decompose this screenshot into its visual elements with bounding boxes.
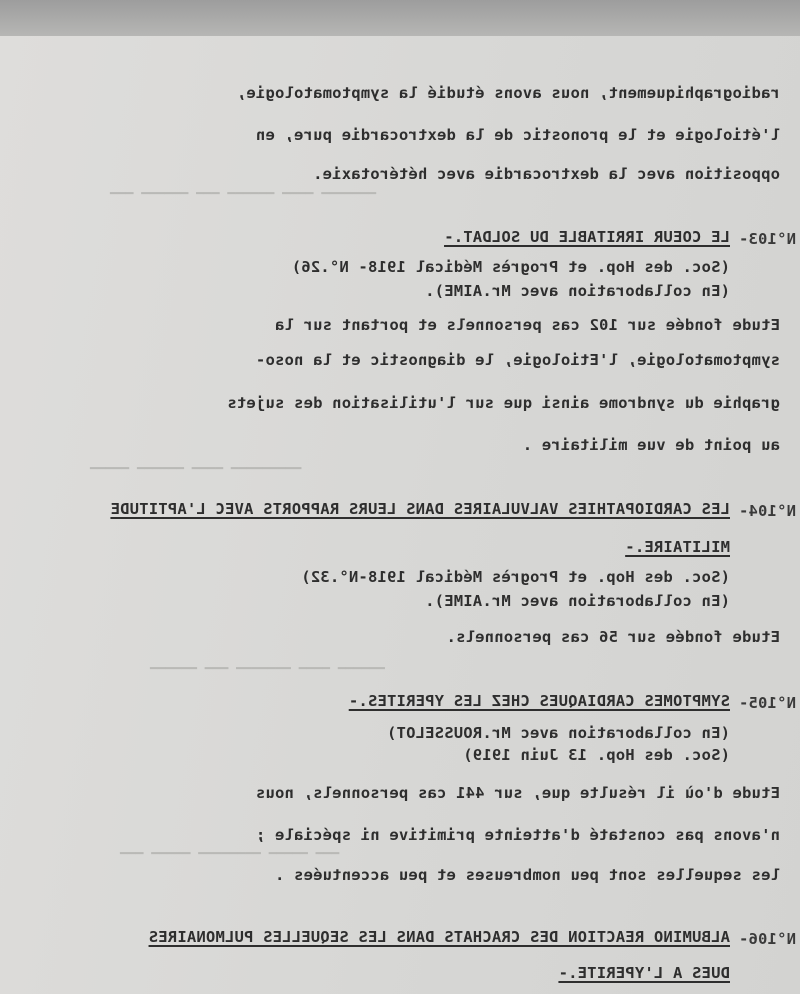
citation-line: (Soc. des Hop. et Progrès Médical 1918-N°.32) xyxy=(301,568,730,586)
entry-number-103 xyxy=(739,230,796,248)
entry-number-104 xyxy=(739,502,796,520)
bleed-through-texture: ▁▁▁▁▁ ▁▁▁▁▁▁ ▁▁▁▁ ▁▁▁▁▁▁▁▁▁ xyxy=(90,455,302,470)
entry-number-105 xyxy=(739,694,796,712)
entry-title: LE COEUR IRRITABLE DU SOLDAT.- xyxy=(444,228,730,246)
entry-number: 105- xyxy=(738,694,777,712)
margin-marker: N° xyxy=(776,694,796,712)
citation-line: (En collaboration avec Mr.ROUSSELOT) xyxy=(386,724,730,742)
margin-marker: N° xyxy=(776,230,796,248)
margin-marker: N° xyxy=(776,930,796,948)
body-line: les sequelles sont peu nombreuses et peu accentuées . xyxy=(274,866,780,884)
entry-number: 103- xyxy=(738,230,777,248)
body-line: n'avons pas constaté d'atteinte primitive ni spéciale ; xyxy=(255,826,780,844)
body-line: graphie du syndrome ainsi que sur l'utilisation des sujets xyxy=(227,394,780,412)
body-line: radiographiquement, nous avons étudié la symptomatologie, xyxy=(236,84,780,102)
body-line: Etude fondée sur 102 cas personnels et portant sur la xyxy=(274,316,780,334)
entry-title: ALBUMINO REACTION DES CRACHATS DANS LES SEQUELLES PULMONAIRES xyxy=(148,928,730,946)
entry-number: 106- xyxy=(738,930,777,948)
entry-title: MILITAIRE.- xyxy=(625,538,730,556)
body-line: opposition avec la dextrocardie avec hétérotaxie. xyxy=(312,165,780,183)
bleed-through-texture: ▁▁▁ ▁▁▁▁▁▁ ▁▁▁ ▁▁▁▁▁▁ ▁▁▁▁ ▁▁▁▁▁▁▁ xyxy=(110,180,377,195)
bleed-through-texture: ▁▁▁▁▁▁ ▁▁▁ ▁▁▁▁▁▁▁ ▁▁▁▁ ▁▁▁▁▁▁ xyxy=(150,655,385,670)
margin-marker: N° xyxy=(776,502,796,520)
entry-number: 104- xyxy=(738,502,777,520)
body-line: l'étiologie et le pronostic de la dextrocardie pure, en xyxy=(255,126,780,144)
entry-number-106 xyxy=(739,930,796,948)
citation-line: (Soc. des Hop. 13 Juin 1919) xyxy=(463,746,730,764)
citation-line: (En collaboration avec Mr.AIME). xyxy=(424,592,730,610)
body-line: au point de vue militaire . xyxy=(522,436,780,454)
citation-line: (Soc. des Hop. et Progrès Médical 1918- N°.26) xyxy=(291,258,730,276)
bleed-through-texture: ▁▁▁ ▁▁▁▁▁ ▁▁▁▁▁▁▁▁ ▁▁▁▁▁ ▁▁▁ xyxy=(120,840,340,855)
entry-title: SYMPTOMES CARDIAQUES CHEZ LES YPERITES.- xyxy=(348,692,730,710)
body-line: symptomatologie, l'Etiologie, le diagnostic et la noso- xyxy=(255,351,780,369)
citation-line: (En collaboration avec Mr.AIME). xyxy=(424,282,730,300)
entry-title: DUES A L'YPERITE.- xyxy=(558,964,730,982)
body-line: Etude d'où il résulte que, sur 441 cas personnels, nous xyxy=(255,784,780,802)
body-line: Etude fondée sur 56 cas personnels. xyxy=(446,628,780,646)
entry-title: LES CARDIOPATHIES VALVULAIRES DANS LEURS RAPPORTS AVEC L'APTITUDE xyxy=(110,500,730,518)
